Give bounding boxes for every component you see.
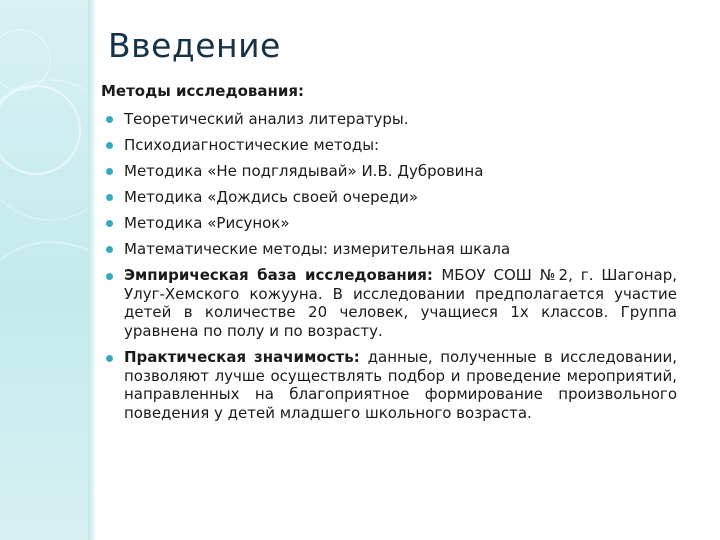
list-item-text: Теоретический анализ литературы. xyxy=(124,110,409,128)
bullet-icon xyxy=(106,246,113,253)
list-item xyxy=(105,236,677,262)
bullet-icon xyxy=(106,194,113,201)
list-item-text: Психодиагностические методы: xyxy=(124,136,380,154)
list-item xyxy=(105,158,677,184)
bullet-icon xyxy=(106,220,113,227)
list-item xyxy=(105,210,677,236)
slide-title: Введение xyxy=(108,26,281,65)
bullet-icon xyxy=(106,355,113,362)
empirical-base-label: Эмпирическая база исследования: xyxy=(124,266,442,284)
list-item xyxy=(105,106,677,132)
list-item xyxy=(105,132,677,158)
bullet-icon xyxy=(106,168,113,175)
bullet-icon xyxy=(106,116,113,123)
sidebar-swirl-graphic xyxy=(0,0,88,540)
list-item-text: Математические методы: измерительная шкала xyxy=(124,240,511,258)
methods-subheading: Методы исследования: xyxy=(101,82,304,100)
list-item-text: Методика «Рисунок» xyxy=(124,214,290,232)
bullet-list xyxy=(105,106,677,422)
bullet-icon xyxy=(106,142,113,149)
empirical-base-text: МБОУ СОШ №2, г. Шагонар, Улуг-Хемского кожууна. В исследовании предполагается участие детей в количестве 20 человек, учащиеся 1х классов. Группа уравнена по полу и по возрасту. xyxy=(124,266,677,340)
list-item xyxy=(105,184,677,210)
list-item-text: Методика «Не подглядывай» И.В. Дубровина xyxy=(124,162,484,180)
empirical-base-item xyxy=(105,266,677,340)
practical-significance-label: Практическая значимость: xyxy=(124,348,368,366)
practical-significance-text: данные, полученные в исследовании, позволяют лучше осуществлять подбор и проведение мероприятий, направленных на благоприятное формирование произвольного поведения у детей младшего школьного возраста. xyxy=(124,348,677,422)
decorative-sidebar xyxy=(0,0,88,540)
sidebar-edge xyxy=(88,0,95,540)
list-item-text: Методика «Дождись своей очереди» xyxy=(124,188,419,206)
practical-significance-item xyxy=(105,348,677,422)
bullet-icon xyxy=(106,273,113,280)
